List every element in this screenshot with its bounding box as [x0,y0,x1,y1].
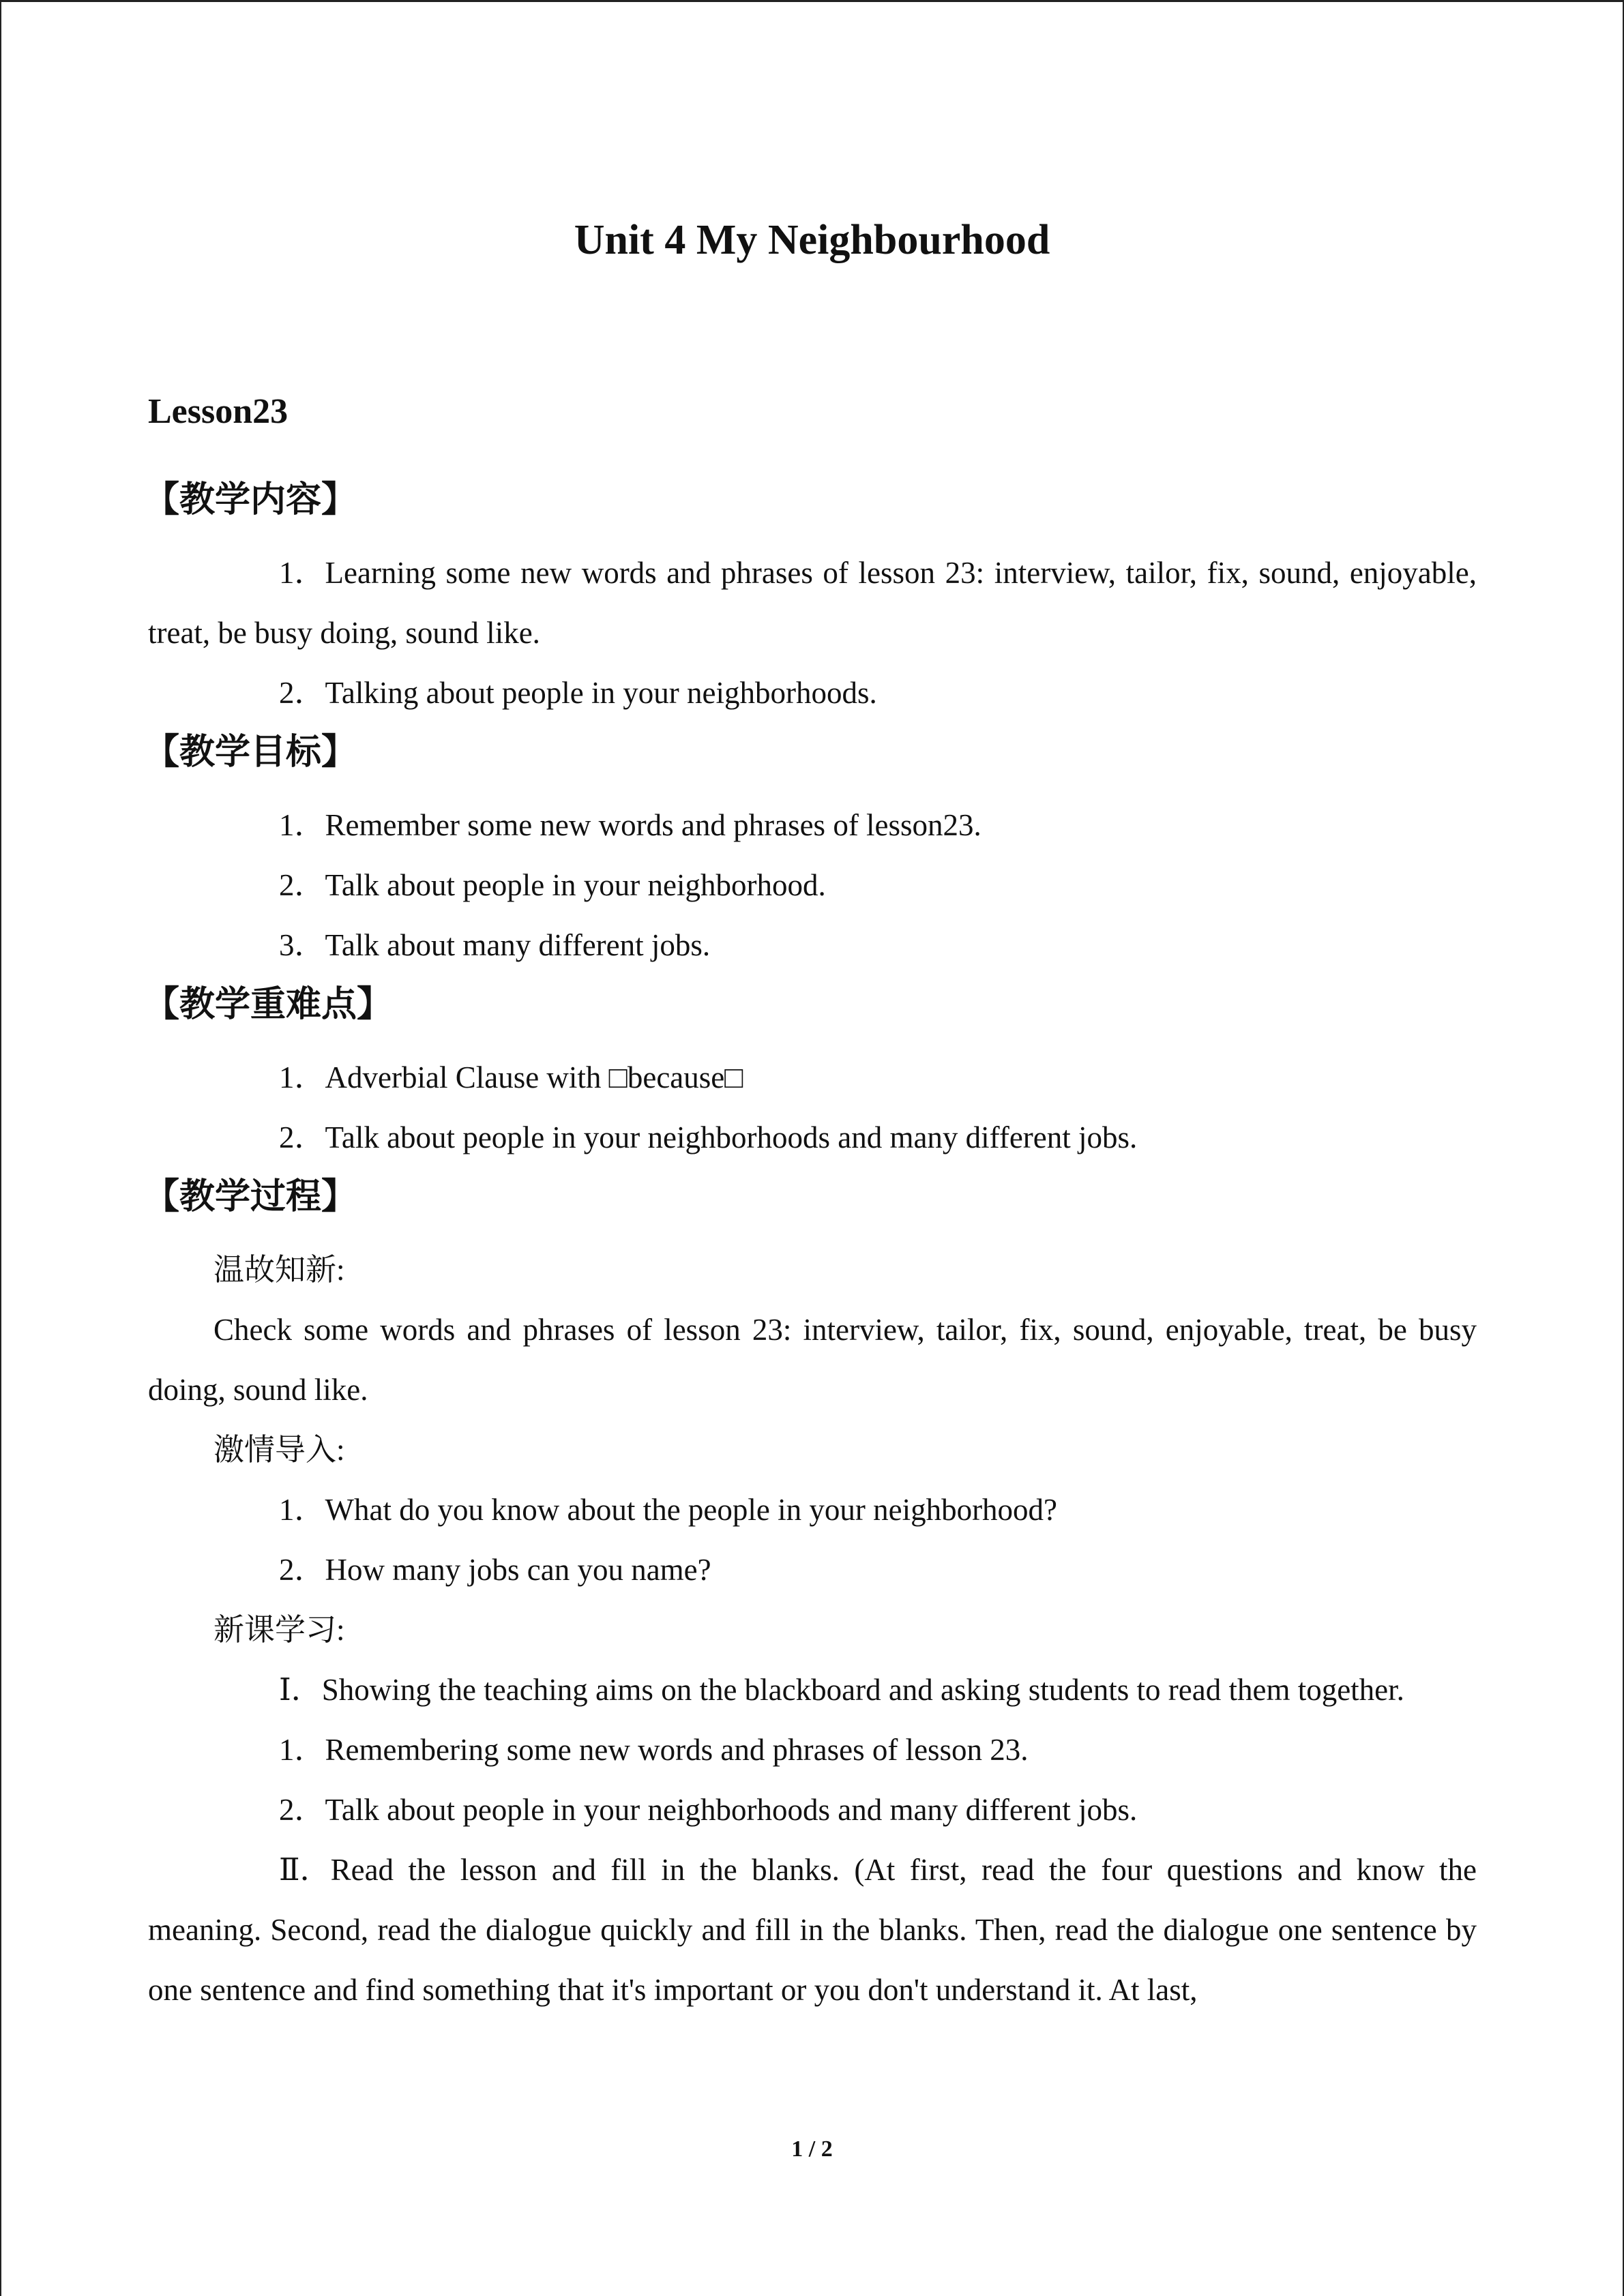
item-number: Ⅱ． [279,1853,331,1887]
item-text: Adverbial Clause with □because□ [325,1060,743,1094]
item-text: 温故知新: [213,1253,345,1287]
list-item [148,543,1477,663]
item-text: Check some words and phrases of lesson 23: interview, tailor, fix, sound, enjoyable, treat, be busy doing, sound like. [148,1313,1477,1407]
item-text: 新课学习: [213,1613,345,1647]
item-text: Remembering some new words and phrases of lesson 23. [325,1733,1029,1767]
list-item [148,855,1477,915]
item-text: How many jobs can you name? [325,1553,711,1587]
item-number: 1． [279,1493,325,1527]
item-number: 2． [279,1120,325,1154]
list-item [148,915,1477,975]
item-text: Talk about many different jobs. [325,928,711,962]
list-item [148,795,1477,855]
subsection-label [148,1240,1477,1300]
item-text: Showing the teaching aims on the blackboard and asking students to read them together. [321,1673,1404,1707]
list-item [148,1720,1477,1780]
subsection-label [148,1600,1477,1660]
section-heading-objectives: 【教学目标】 [144,732,357,773]
list-item [148,1540,1477,1600]
section-heading-key-points: 【教学重难点】 [144,984,393,1025]
item-number: 2． [279,1793,325,1827]
subsection-label [148,1420,1477,1480]
section-heading-content: 【教学内容】 [144,479,357,520]
section-heading-process: 【教学过程】 [144,1176,357,1217]
item-text: Talking about people in your neighborhoods. [325,676,877,710]
list-item [148,1660,1477,1720]
paragraph [148,1300,1477,1420]
item-text: Read the lesson and fill in the blanks. (At first, read the four questions and know the meaning. Second, read the dialogue quickly and fill in the blanks. Then, read the dialogue one sentence by one sentence and find something that it's important or you don't understand it. At last, [148,1853,1477,2007]
item-text: 激情导入: [213,1433,345,1467]
list-item [148,1480,1477,1540]
item-number: 2． [279,868,325,902]
lesson-label: Lesson23 [148,392,289,431]
item-text: Talk about people in your neighborhoods and many different jobs. [325,1120,1138,1154]
item-number: 1． [279,1733,325,1767]
document-body [144,471,1477,2020]
item-text: Talk about people in your neighborhood. [325,868,826,902]
item-text: Remember some new words and phrases of lesson23. [325,808,981,842]
list-item [148,1107,1477,1167]
list-item [148,663,1477,723]
item-number: Ⅰ． [279,1673,322,1707]
item-text: Talk about people in your neighborhoods and many different jobs. [325,1793,1138,1827]
item-number: 1． [279,1060,325,1094]
page-number: 1 / 2 [791,2136,833,2162]
list-item [148,1840,1477,2020]
item-number: 2． [279,1553,325,1587]
item-number: 1． [279,808,325,842]
item-text: Learning some new words and phrases of lesson 23: interview, tailor, fix, sound, enjoyable, treat, be busy doing, sound like. [148,556,1477,650]
item-number: 2． [279,676,325,710]
item-text: What do you know about the people in your neighborhood? [325,1493,1058,1527]
list-item [148,1047,1477,1107]
item-number: 3． [279,928,325,962]
item-number: 1． [279,556,325,590]
list-item [148,1780,1477,1840]
document-title: Unit 4 My Neighbourhood [574,217,1050,263]
